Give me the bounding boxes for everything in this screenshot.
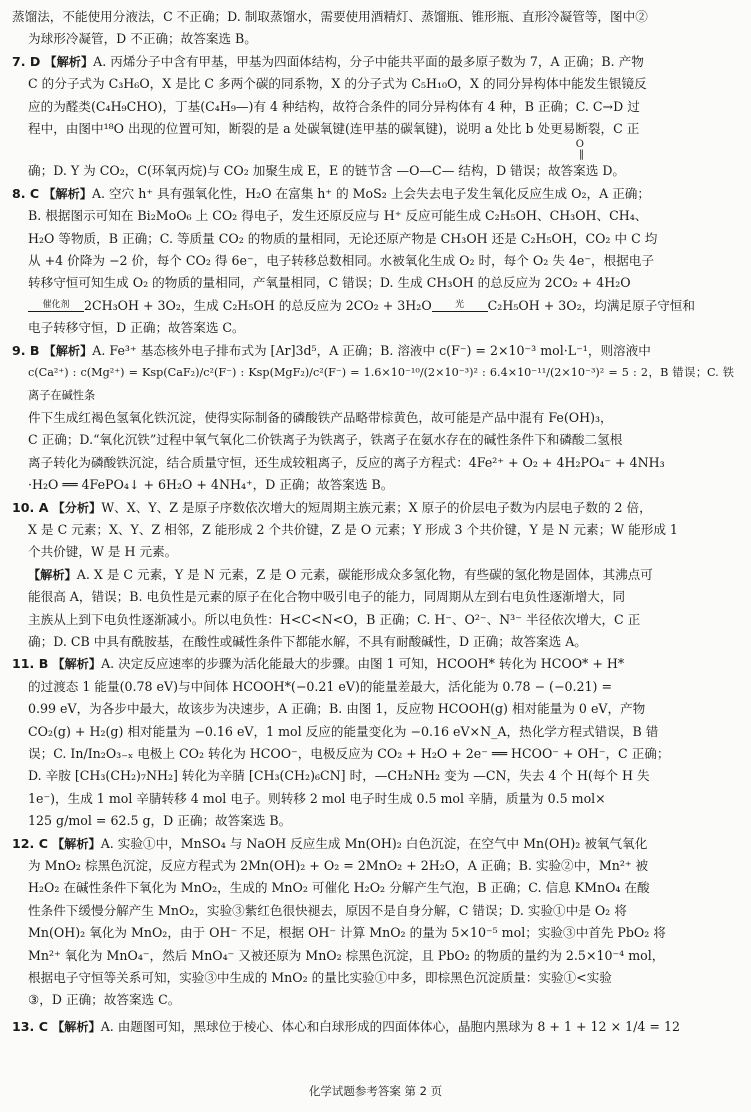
q7-number: 7. D [12,53,41,69]
q8-line: 转移守恒可知生成 O₂ 的物质的量相同，产氧量相同，C 错误；D. 生成 CH₃OH 的总反应为 2CO₂ + 4H₂O [28,275,631,291]
q10-explanation-label: 【解析】 [28,567,77,582]
q9-line: 离子转化为磷酸铁沉淀，结合质量守恒，还生成较粗离子，反应的离子方程式：4Fe²⁺ + O₂ + 4H₂PO₄⁻ + 4NH₃ [28,454,665,470]
q7-line: 确；D. Y 为 CO₂，C(环氧丙烷)与 CO₂ 加聚生成 E，E 的链节含 —O—C— 结构，D 错误；故答案选 D。 [28,163,626,179]
q13-line: A. 由题图可知，黑球位于棱心、体心和白球形成的四面体体心，晶胞内黑球为 8 + 1 + 12 × 1/4 = 12 [100,1018,680,1034]
q8-label: 【解析】 [43,186,92,201]
q12-line: 为 MnO₂ 棕黑色沉淀，反应方程式为 2Mn(OH)₂ + O₂ = 2MnO₂ + 2H₂O，A 正确；B. 实验②中，Mn²⁺ 被 [28,858,649,874]
intro-line-2: 为球形冷凝管，D 不正确；故答案选 B。 [28,31,257,47]
q9-line: C 正确；D.“氧化沉铁”过程中氧气氧化二价铁离子为铁离子，铁离子在氨水存在的碱性条件下和磷酸二氢根 [28,432,623,448]
q12-line: Mn²⁺ 氧化为 MnO₄⁻，然后 MnO₄⁻ 又被还原为 MnO₂ 棕黑色沉淀，且 PbO₂ 的物质的量约为 2.5×10⁻⁴ mol， [28,947,665,963]
q11-line: 125 g/mol = 62.5 g，D 正确；故答案选 B。 [28,813,292,829]
q10-first-line [12,497,734,519]
page-footer: 化学试题参考答案 第 2 页 [308,1084,443,1098]
q10-line: 确；D. CB 中具有酰胺基，在酸性或碱性条件下都能水解，不具有耐酸碱性，D 正确；故答案选 A。 [28,633,587,649]
q12-line: ③，D 正确；故答案选 C。 [28,992,181,1008]
q12-number: 12. C [12,835,48,851]
catalyst-arrow [28,301,84,312]
q9-label: 【解析】 [43,343,93,358]
light-label: 光 [455,299,465,310]
carbonyl-structure-top [12,140,734,150]
q10-line: W、X、Y、Z 是原子序数依次增大的短周期主族元素；X 原子的价层电子数为内层电子数的 2 倍， [101,499,652,515]
page-content [12,6,734,1038]
q11-line: 1e⁻)，生成 1 mol 辛腈转移 4 mol 电子。则转移 2 mol 电子时生成 0.5 mol 辛腈，质量为 0.5 mol× [28,790,606,806]
q11-line: A. 决定反应速率的步骤为活化能最大的步骤。由图 1 可知，HCOOH* 转化为 HCOO* + H* [101,656,625,672]
q11-line: 误；C. In/In₂O₃₋ₓ 电极上 CO₂ 转化为 HCOO⁻，电极反应为 CO₂ + H₂O + 2e⁻ ══ HCOO⁻ + OH⁻，C 正确； [28,746,670,761]
q8-reaction-text-b: C₂H₅OH + 3O₂，均满足原子守恒和 [487,297,695,313]
q12-line: H₂O₂ 在碱性条件下氧化为 MnO₂，生成的 MnO₂ 可催化 H₂O₂ 分解产生气泡，B 正确；C. 信息 KMnO₄ 在酸 [28,880,650,896]
q8-number: 8. C [12,185,40,201]
carbonyl-double-bond: ‖ [579,149,584,161]
q11-number: 11. B [12,656,49,672]
q10-analysis-label: 【分析】 [52,500,102,515]
q7-line: 应的为醛类(C₄H₉CHO)，丁基(C₄H₉—)有 4 种结构，故符合条件的同分异构体有 4 种，B 正确；C. C→D 过 [28,98,640,114]
q11-line: 0.99 eV，为各步中最大，故该步为决速步，A 正确；B. 由图 1，反应物 HCOOH(g) 相对能量为 0 eV，产物 [28,701,646,717]
q12-line: Mn(OH)₂ 氧化为 MnO₂，由于 OH⁻ 不足，根据 OH⁻ 计算 MnO₂ 的量为 5×10⁻⁵ mol；实验③中首先 PbO₂ 将 [28,925,666,941]
q7-line: A. 丙烯分子中含有甲基，甲基为四面体结构，分子中能共平面的最多原子数为 7，A 正确；B. 产物 [93,53,644,69]
q12-line: A. 实验①中，MnSO₄ 与 NaOH 反应生成 Mn(OH)₂ 白色沉淀，在空气中 Mn(OH)₂ 被氧气氧化 [100,835,648,851]
q10-line: 能很高 A，错误；B. 电负性是元素的原子在化合物中吸引电子的能力，同周期从左到右电负性逐渐增大，同 [28,589,626,605]
q8-first-line [12,183,734,205]
q7-line: 程中，由图中¹⁸O 出现的位置可知，断裂的是 a 处碳氧键(连甲基的碳氧键)，说明 a 处比 b 处更易断裂，C 正 [28,121,640,137]
q10-line: 个共价键，W 是 H 元素。 [28,544,178,560]
q7-label: 【解析】 [44,54,94,69]
carbonyl-structure-bond [12,150,734,160]
q8-reaction-line [12,295,734,317]
q8-line: 从 +4 价降为 −2 价，每个 CO₂ 得 6e⁻，电子转移总数相同。水被氧化生成 O₂ 时，每个 O₂ 失 4e⁻，根据电子 [28,253,654,269]
q8-line: A. 空穴 h⁺ 具有强氧化性，H₂O 在富集 h⁺ 的 MoS₂ 上会失去电子发生氧化反应生成 O₂，A 正确； [91,185,650,201]
q10-line: 主族从上到下电负性逐渐减小。所以电负性：H<C<N<O，B 正确；C. H⁻、O²⁻、N³⁻ 半径依次增大，C 正 [28,611,641,627]
q9-line: 件下生成红褐色氢氧化铁沉淀，使得实际制备的磷酸铁产品略带棕黄色，故可能是产品中混有 Fe(OH)₃， [28,409,613,425]
q10-explanation-first-line [12,564,734,586]
q10-line: X 是 C 元素；X、Y、Z 相邻，Z 能形成 2 个共价键，Z 是 O 元素；Y 形成 3 个共价键，Y 是 N 元素；W 能形成 1 [28,521,678,537]
q8-line: H₂O 等物质，B 正确；C. 等质量 CO₂ 的物质的量相同，无论还原产物是 CH₃OH 还是 C₂H₅OH，CO₂ 中 C 均 [28,230,658,246]
catalyst-label: 催化剂 [42,299,70,310]
q8-reaction-text-a: 2CH₃OH + 3O₂，生成 C₂H₅OH 的总反应为 2CO₂ + 3H₂O [84,297,432,313]
q13-label: 【解析】 [51,1019,101,1034]
q11-first-line [12,653,734,675]
q7-line: C 的分子式为 C₃H₆O，X 是比 C 多两个碳的同系物，X 的分子式为 C₅H₁₀O，X 的同分异构体中能发生银镜反 [28,76,647,92]
q11-line: D. 辛胺 [CH₃(CH₂)₇NH₂] 转化为辛腈 [CH₃(CH₂)₆CN] 时，—CH₂NH₂ 变为 —CN，失去 4 个 H(每个 H 失 [28,768,650,784]
q7-first-line [12,51,734,73]
q9-line: ·H₂O ══ 4FePO₄↓ + 6H₂O + 4NH₄⁺，D 正确；故答案选 B。 [28,477,394,493]
q8-line: 电子转移守恒，D 正确；故答案选 C。 [28,320,245,336]
q9-number: 9. B [12,342,40,358]
q12-first-line [12,833,734,855]
q11-label: 【解析】 [52,657,102,672]
q12-label: 【解析】 [51,836,101,851]
q10-number: 10. A [12,499,49,515]
q12-line: 根据电子守恒等关系可知，实验③中生成的 MnO₂ 的量比实验①中多，即棕黑色沉淀质量：实验①<实验 [28,970,612,986]
carbonyl-oxygen: O [575,139,584,151]
q11-line: 的过渡态 1 能量(0.78 eV)与中间体 HCOOH*(−0.21 eV)的能量差最大，活化能为 0.78 − (−0.21) = [28,678,613,694]
q10-line: A. X 是 C 元素，Y 是 N 元素，Z 是 O 元素，碳能形成众多氢化物，有些碳的氢化物是固体，其沸点可 [76,566,653,582]
intro-line-1: 蒸馏法，不能使用分液法，C 不正确；D. 制取蒸馏水，需要使用酒精灯、蒸馏瓶、锥形瓶、直形冷凝管等，图中② [12,9,648,24]
q11-line: CO₂(g) + H₂(g) 相对能量为 −0.16 eV，1 mol 反应的能量变化为 −0.16 eV×N_A，热化学方程式错误，B 错 [28,723,659,739]
q9-line: A. Fe³⁺ 基态核外电子排布式为 [Ar]3d⁵，A 正确；B. 溶液中 c(F⁻) = 2×10⁻³ mol·L⁻¹，则溶液中 [92,342,651,358]
q13-number: 13. C [12,1018,48,1034]
q9-line: c(Ca²⁺) : c(Mg²⁺) = Ksp(CaF₂)/c²(F⁻) : Ksp(MgF₂)/c²(F⁻) = 1.6×10⁻¹⁰/(2×10⁻³)² : 6.4×10⁻¹¹/(2×10⁻³)² = 5 : 2，B 错误；C. 铁离子在碱性条 [28,366,734,402]
light-arrow [432,301,488,312]
q9-first-line [12,340,734,362]
q12-line: 性条件下缓慢分解产生 MnO₂，实验③紫红色很快褪去，原因不是自身分解，C 错误；D. 实验①中是 O₂ 将 [28,902,627,918]
q8-line: B. 根据图示可知在 Bi₂MoO₆ 上 CO₂ 得电子，发生还原反应与 H⁺ 反应可能生成 C₂H₅OH、CH₃OH、CH₄、 [28,208,648,224]
q13-first-line [12,1016,734,1038]
